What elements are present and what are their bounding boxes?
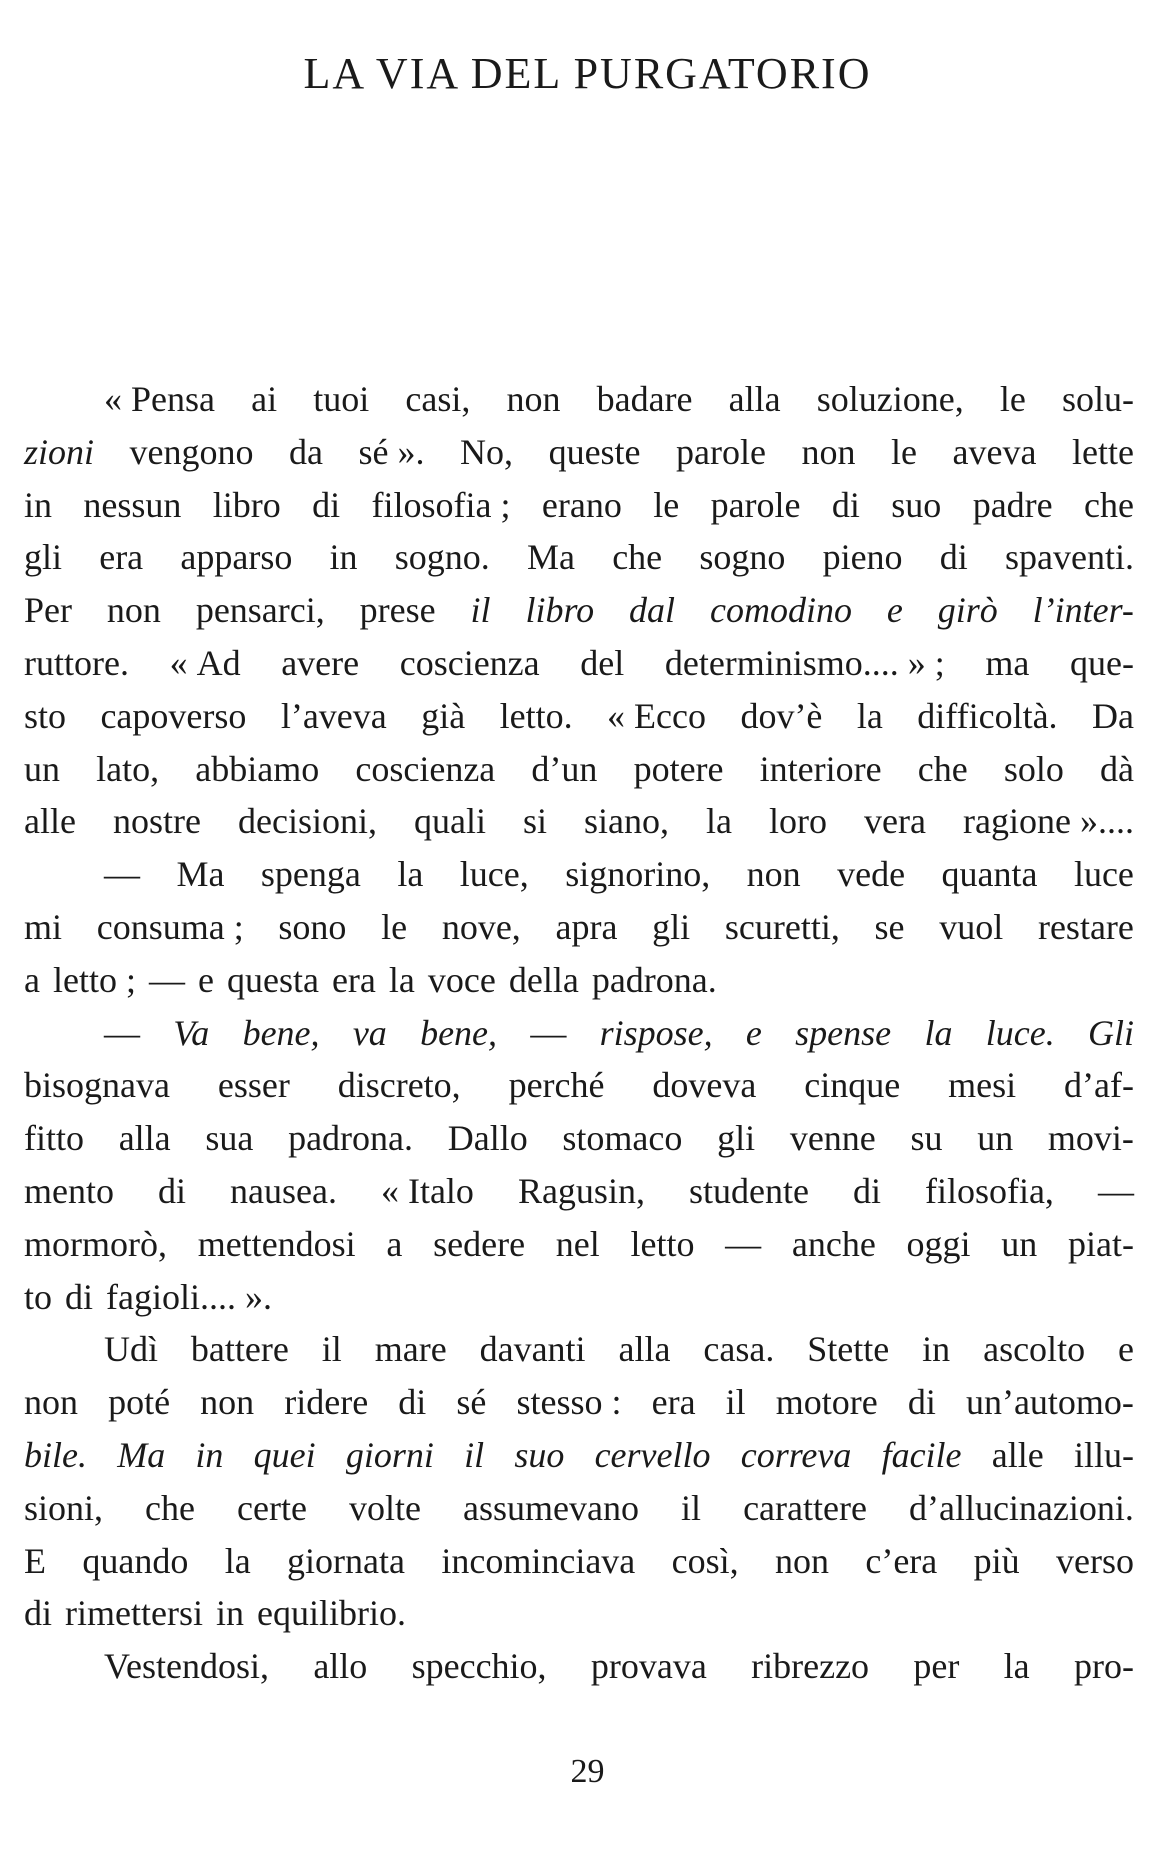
word: il (681, 1487, 702, 1528)
text-line (24, 373, 1134, 426)
word: e (745, 1012, 762, 1053)
word: girò (937, 590, 998, 631)
word: « Italo (380, 1170, 474, 1211)
word: mi (24, 906, 63, 947)
word: Gli (1087, 1012, 1134, 1053)
text-line (24, 531, 1134, 584)
word: nove, (441, 906, 521, 947)
word: vera (864, 801, 926, 842)
word: in (215, 1593, 244, 1634)
word: pieno (822, 537, 903, 578)
word: giorni (345, 1434, 434, 1475)
word: apparso (180, 537, 293, 578)
word: Ma (117, 1434, 166, 1475)
word: interiore (759, 748, 882, 789)
word: di (398, 1382, 427, 1423)
word: carattere (743, 1487, 867, 1528)
word: — (530, 1012, 567, 1053)
text-line (24, 1323, 1134, 1376)
word: letto (630, 1223, 695, 1264)
word: non (106, 590, 161, 631)
word: ridere (284, 1382, 369, 1423)
word: il (725, 1382, 746, 1423)
word: parole (710, 484, 801, 525)
word: oggi (906, 1223, 971, 1264)
word: c’era (865, 1540, 938, 1581)
word: l’inter- (1032, 590, 1134, 631)
word: un (1001, 1223, 1038, 1264)
word: luce, (459, 854, 529, 895)
word: consuma ; (96, 906, 244, 947)
word: sé ». (358, 431, 425, 472)
word: queste (548, 431, 641, 472)
word: di (157, 1170, 186, 1211)
word: movi- (1047, 1118, 1134, 1159)
word: cinque (804, 1065, 901, 1106)
word: E (24, 1540, 46, 1581)
word: restare (1037, 906, 1134, 947)
word: provava (590, 1646, 707, 1687)
word: che (145, 1487, 196, 1528)
word: — (148, 959, 185, 1000)
word: di (852, 1170, 881, 1211)
word: prese (359, 590, 436, 631)
word: sogno (699, 537, 786, 578)
word: letto ; (52, 959, 136, 1000)
word: « Ecco (607, 695, 706, 736)
word: zioni (24, 431, 95, 472)
word: le (653, 484, 680, 525)
word: alle (24, 801, 76, 842)
word: si (522, 801, 547, 842)
text-line (24, 1112, 1134, 1165)
text-line (24, 584, 1134, 637)
word: la (388, 959, 415, 1000)
word: verso (1056, 1540, 1134, 1581)
word: Ma (526, 537, 575, 578)
word: sogno. (394, 537, 490, 578)
word: il (321, 1329, 342, 1370)
word: — (725, 1223, 762, 1264)
word: in (329, 537, 358, 578)
word: su (910, 1118, 943, 1159)
word: alla (118, 1118, 171, 1159)
text-line (24, 795, 1134, 848)
word: aveva (952, 431, 1037, 472)
word: sioni, (24, 1487, 104, 1528)
text-line (24, 848, 1134, 901)
word: ma (985, 642, 1030, 683)
word: sto (24, 695, 67, 736)
word: l’aveva (280, 695, 387, 736)
word: No, (460, 431, 514, 472)
word: poté (108, 1382, 171, 1423)
word: potere (633, 748, 724, 789)
word: badare (596, 379, 693, 419)
word: gli (652, 906, 691, 947)
word: — (104, 854, 140, 895)
word: Ma (176, 854, 225, 895)
word: la (706, 801, 733, 842)
word: a (386, 1223, 403, 1264)
word: già (421, 695, 466, 736)
word: la (856, 695, 883, 736)
word: casa. (703, 1329, 775, 1370)
word: della (508, 959, 579, 1000)
word: motore (775, 1382, 878, 1423)
word: filosofia ; (371, 484, 511, 525)
word: non (801, 431, 856, 472)
word: coscienza (355, 748, 496, 789)
text-line (24, 479, 1134, 532)
text-line (24, 1376, 1134, 1429)
word: perché (508, 1065, 605, 1106)
word: mettendosi (197, 1223, 356, 1264)
word: vede (837, 854, 906, 895)
word: correva (740, 1434, 852, 1475)
word: esser (217, 1065, 290, 1106)
word: ribrezzo (751, 1646, 870, 1687)
word: non (200, 1382, 255, 1423)
word: quei (253, 1434, 316, 1475)
word: era (99, 537, 144, 578)
word: e (1118, 1329, 1134, 1370)
word: vengono (129, 431, 254, 472)
text-line (24, 637, 1134, 690)
word: e (197, 959, 214, 1000)
word: libro (525, 590, 595, 631)
word: così, (671, 1540, 739, 1581)
word: spaventi. (1004, 537, 1134, 578)
word: to (24, 1276, 53, 1317)
word: Da (1092, 695, 1134, 736)
word: in (24, 484, 53, 525)
word: ascolto (983, 1329, 1086, 1370)
word: difficoltà. (917, 695, 1058, 736)
word: — (104, 1012, 140, 1053)
word: padrona. (288, 1118, 414, 1159)
word: e (886, 590, 903, 631)
word: Va (173, 1012, 210, 1053)
word: Ragusin, (517, 1170, 645, 1211)
word: sé (456, 1382, 487, 1423)
word: filosofia, (924, 1170, 1054, 1211)
word: fagioli.... ». (106, 1276, 273, 1317)
word: doveva (652, 1065, 757, 1106)
word: sono (278, 906, 347, 947)
word: rimettersi (65, 1593, 203, 1634)
word: il (464, 1434, 485, 1475)
word: spense (795, 1012, 892, 1053)
word: Per (24, 590, 72, 631)
word: facile (881, 1434, 962, 1475)
word: da (289, 431, 324, 472)
text-line (24, 1429, 1134, 1482)
word: discreto, (337, 1065, 461, 1106)
word: ragione ».... (963, 801, 1134, 842)
word: bene, (242, 1012, 320, 1053)
text-line (24, 901, 1134, 954)
word: in (195, 1434, 224, 1475)
word: mormorò, (24, 1223, 167, 1264)
text-line (24, 1007, 1134, 1060)
word: nessun (83, 484, 182, 525)
word: gli (717, 1118, 756, 1159)
word: anche (791, 1223, 876, 1264)
word: padre (972, 484, 1053, 525)
word: quali (413, 801, 486, 842)
word: « Pensa (104, 379, 215, 419)
text-line (24, 690, 1134, 743)
word: un (24, 748, 60, 789)
word: soluzione, (816, 379, 964, 419)
page-number: 29 (570, 1753, 605, 1790)
word: incominciava (441, 1540, 636, 1581)
word: non (775, 1540, 829, 1581)
word: bile. (24, 1434, 87, 1475)
word: a (24, 959, 40, 1000)
word: un’automo- (965, 1382, 1134, 1423)
word: la (397, 854, 424, 895)
word: fitto (24, 1118, 84, 1159)
word: di (65, 1276, 94, 1317)
word: studente (688, 1170, 809, 1211)
word: tuoi (313, 379, 370, 419)
text-line (24, 1482, 1134, 1535)
word: bene, (420, 1012, 498, 1053)
text-line (24, 1218, 1134, 1271)
word: gli (24, 537, 63, 578)
word: dal (629, 590, 676, 631)
word: di (831, 484, 860, 525)
word: que- (1070, 642, 1134, 683)
word: specchio, (411, 1646, 547, 1687)
word: le (381, 906, 408, 947)
text-line (24, 954, 1134, 1007)
word: alla (728, 379, 781, 419)
word: di (24, 1593, 53, 1634)
word: d’af- (1064, 1065, 1134, 1106)
word: assumevano (463, 1487, 639, 1528)
word: del (580, 642, 625, 683)
word: non (24, 1382, 78, 1423)
word: dà (1100, 748, 1134, 789)
word: battere (190, 1329, 289, 1370)
text-line (24, 1059, 1134, 1112)
word: quando (82, 1540, 189, 1581)
word: Vestendosi, (104, 1646, 269, 1687)
text-line (24, 1587, 1134, 1640)
word: loro (769, 801, 828, 842)
word: pro- (1073, 1646, 1134, 1687)
word: quanta (941, 854, 1038, 895)
word: spenga (260, 854, 361, 895)
word: di (312, 484, 341, 525)
running-head: LA VIA DEL PURGATORIO (303, 49, 872, 98)
word: nel (555, 1223, 600, 1264)
word: apra (555, 906, 618, 947)
word: avere (281, 642, 360, 683)
word: alle (991, 1434, 1044, 1475)
text-line (24, 1165, 1134, 1218)
word: solo (1003, 748, 1064, 789)
word: sua (205, 1118, 254, 1159)
word: la (924, 1012, 953, 1053)
word: — (1097, 1170, 1134, 1211)
word: libro (212, 484, 281, 525)
word: mento (24, 1170, 114, 1211)
word: se (874, 906, 905, 947)
word: parole (676, 431, 766, 472)
word: piat- (1068, 1223, 1134, 1264)
word: bisognava (24, 1065, 170, 1106)
word: volte (349, 1487, 421, 1528)
word: nostre (112, 801, 201, 842)
word: suo (891, 484, 942, 525)
word: signorino, (565, 854, 711, 895)
word: era (331, 959, 376, 1000)
word: comodino (709, 590, 852, 631)
word: mare (374, 1329, 447, 1370)
text-line (24, 743, 1134, 796)
word: letto. (499, 695, 573, 736)
word: « Ad (169, 642, 241, 683)
word: ruttore. (24, 642, 129, 683)
text-line (24, 426, 1134, 479)
word: Stette (807, 1329, 890, 1370)
word: giornata (287, 1540, 405, 1581)
text-line (24, 1640, 1134, 1693)
word: determinismo.... » ; (664, 642, 945, 683)
word: non (746, 854, 801, 895)
word: in (922, 1329, 951, 1370)
word: questa (226, 959, 319, 1000)
word: suo (514, 1434, 565, 1475)
word: venne (789, 1118, 876, 1159)
word: sedere (433, 1223, 526, 1264)
word: nausea. (230, 1170, 337, 1211)
word: per (913, 1646, 960, 1687)
word: di (907, 1382, 936, 1423)
word: luce (1073, 854, 1134, 895)
word: equilibrio. (256, 1593, 406, 1634)
word: ai (251, 379, 278, 419)
word: scuretti, (724, 906, 840, 947)
word: illu- (1073, 1434, 1134, 1475)
word: lette (1071, 431, 1134, 472)
word: cervello (594, 1434, 711, 1475)
word: solu- (1061, 379, 1134, 419)
word: Udì (104, 1329, 158, 1370)
word: il (470, 590, 491, 631)
word: le (891, 431, 918, 472)
word: va (352, 1012, 387, 1053)
word: allo (313, 1646, 368, 1687)
word: davanti (479, 1329, 586, 1370)
word: mesi (948, 1065, 1017, 1106)
word: che (1084, 484, 1134, 525)
word: un (977, 1118, 1014, 1159)
word: erano (541, 484, 622, 525)
word: luce. (985, 1012, 1055, 1053)
word: rispose, (599, 1012, 713, 1053)
word: stomaco (562, 1118, 683, 1159)
word: d’allucinazioni. (908, 1487, 1134, 1528)
text-line (24, 1535, 1134, 1588)
word: certe (237, 1487, 307, 1528)
word: casi, (405, 379, 471, 419)
word: che (612, 537, 663, 578)
word: d’un (531, 748, 598, 789)
word: siano, (584, 801, 670, 842)
word: Dallo (447, 1118, 528, 1159)
word: capoverso (100, 695, 247, 736)
word: voce (427, 959, 496, 1000)
word: dov’è (740, 695, 823, 736)
word: padrona. (591, 959, 717, 1000)
word: che (917, 748, 968, 789)
word: abbiamo (195, 748, 320, 789)
word: vuol (939, 906, 1004, 947)
word: le (999, 379, 1026, 419)
word: lato, (96, 748, 160, 789)
body-text (24, 373, 1134, 1693)
word: decisioni, (237, 801, 377, 842)
word: la (224, 1540, 251, 1581)
word: coscienza (399, 642, 540, 683)
word: pensarci, (195, 590, 325, 631)
word: la (1003, 1646, 1030, 1687)
word: più (973, 1540, 1020, 1581)
word: stesso : (516, 1382, 622, 1423)
word: non (506, 379, 561, 419)
text-line (24, 1271, 1134, 1324)
word: era (651, 1382, 696, 1423)
word: di (939, 537, 968, 578)
word: alla (618, 1329, 671, 1370)
